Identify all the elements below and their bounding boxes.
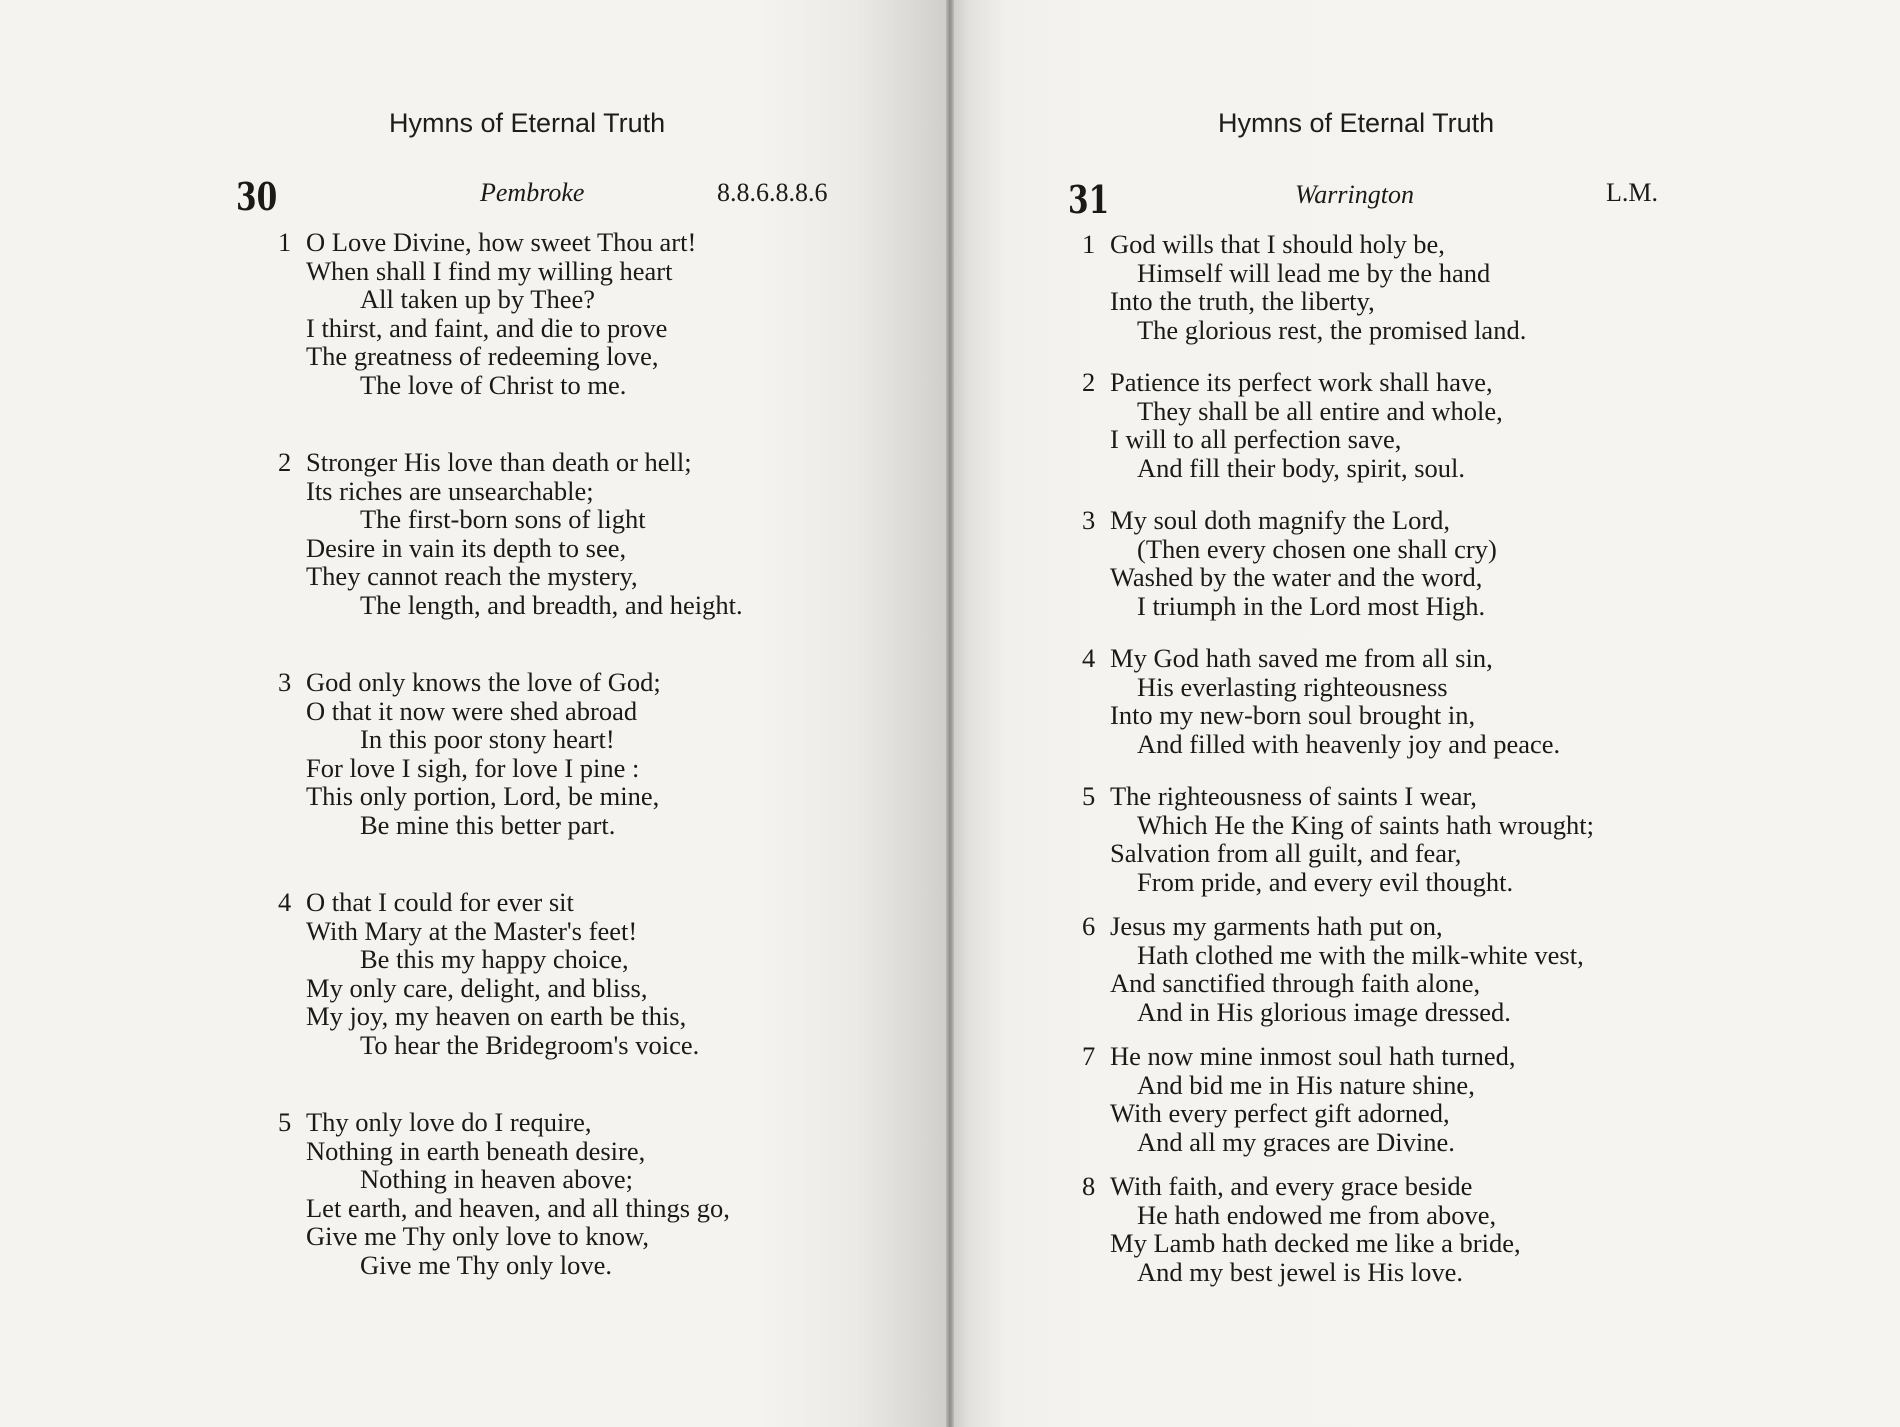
right-page bbox=[950, 0, 1900, 1427]
verse-line: Stronger His love than death or hell; bbox=[306, 447, 692, 477]
hymn-number: 30 bbox=[236, 174, 278, 219]
verse-line: The first-born sons of light bbox=[360, 504, 646, 534]
verse bbox=[1082, 1042, 1594, 1156]
verse-number: 5 bbox=[1082, 781, 1096, 811]
verse-number: 1 bbox=[278, 227, 292, 257]
verse-line: This only portion, Lord, be mine, bbox=[306, 781, 660, 811]
verse bbox=[278, 1108, 743, 1279]
verse-line: For love I sigh, for love I pine : bbox=[306, 752, 640, 783]
verse-line: Into the truth, the liberty, bbox=[1110, 286, 1375, 316]
verse-line: With faith, and every grace beside bbox=[1110, 1171, 1473, 1201]
verse bbox=[278, 228, 743, 399]
verse-line: Jesus my garments hath put on, bbox=[1110, 911, 1443, 941]
verse-number: 4 bbox=[278, 887, 292, 917]
running-head: Hymns of Eternal Truth bbox=[389, 108, 666, 138]
tune-name: Warrington bbox=[1295, 180, 1414, 209]
verse-line: And all my graces are Divine. bbox=[1137, 1126, 1455, 1157]
verse-line: I will to all perfection save, bbox=[1110, 424, 1402, 454]
verse-number: 7 bbox=[1082, 1041, 1096, 1071]
verse bbox=[278, 888, 743, 1059]
verse-line: And my best jewel is His love. bbox=[1137, 1256, 1464, 1287]
verse-line: Nothing in earth beneath desire, bbox=[306, 1135, 646, 1166]
verse bbox=[1082, 912, 1594, 1026]
meter: 8.8.6.8.8.6 bbox=[717, 178, 828, 207]
verse-line: His everlasting righteousness bbox=[1137, 671, 1448, 702]
verse-number: 6 bbox=[1082, 911, 1096, 941]
verse-line: Which He the King of saints hath wrought; bbox=[1137, 809, 1595, 840]
verse-line: The length, and breadth, and height. bbox=[360, 589, 743, 620]
verse-line: The glorious rest, the promised land. bbox=[1137, 314, 1527, 345]
verse-line: From pride, and every evil thought. bbox=[1137, 866, 1514, 897]
verse-number: 8 bbox=[1082, 1171, 1096, 1201]
verse-line: Salvation from all guilt, and fear, bbox=[1110, 838, 1462, 868]
running-head: Hymns of Eternal Truth bbox=[1218, 108, 1495, 138]
verse-line: My joy, my heaven on earth be this, bbox=[306, 1001, 687, 1031]
verse-line: My God hath saved me from all sin, bbox=[1110, 643, 1493, 673]
verse bbox=[1082, 1172, 1594, 1286]
verse-line: And filled with heavenly joy and peace. bbox=[1137, 728, 1561, 759]
verse-line: They cannot reach the mystery, bbox=[306, 561, 638, 591]
book-gutter bbox=[946, 0, 954, 1427]
verse-line: Hath clothed me with the milk-white vest, bbox=[1137, 939, 1584, 970]
verse bbox=[1082, 230, 1594, 344]
verse-line: Desire in vain its depth to see, bbox=[306, 532, 627, 563]
verse-line: All taken up by Thee? bbox=[360, 284, 595, 314]
verse-line: My Lamb hath decked me like a bride, bbox=[1110, 1228, 1521, 1258]
verse-line: He now mine inmost soul hath turned, bbox=[1110, 1041, 1516, 1071]
verse-line: Patience its perfect work shall have, bbox=[1110, 367, 1493, 397]
verses bbox=[1082, 230, 1594, 1302]
verse-line: With every perfect gift adorned, bbox=[1110, 1098, 1450, 1128]
verse-number: 3 bbox=[1082, 505, 1096, 535]
verse-number: 2 bbox=[1082, 367, 1096, 397]
verse-number: 2 bbox=[278, 447, 292, 477]
verse-line: Into my new-born soul brought in, bbox=[1110, 700, 1476, 730]
verse-number: 1 bbox=[1082, 229, 1096, 259]
verse-line: Washed by the water and the word, bbox=[1110, 562, 1483, 592]
verse-line: I thirst, and faint, and die to prove bbox=[306, 312, 668, 343]
verse-line: And bid me in His nature shine, bbox=[1137, 1069, 1475, 1100]
verse-line: The righteousness of saints I wear, bbox=[1110, 781, 1477, 811]
verse-line: God wills that I should holy be, bbox=[1110, 229, 1445, 259]
verse-line: O that I could for ever sit bbox=[306, 887, 574, 917]
verse-number: 5 bbox=[278, 1107, 292, 1137]
verse-line: Its riches are unsearchable; bbox=[306, 475, 594, 506]
verse-line: And fill their body, spirit, soul. bbox=[1137, 452, 1466, 483]
verse-line: My soul doth magnify the Lord, bbox=[1110, 505, 1451, 535]
verse-line: Give me Thy only love to know, bbox=[306, 1221, 649, 1251]
verse bbox=[1082, 506, 1594, 620]
verse-line: O Love Divine, how sweet Thou art! bbox=[306, 227, 697, 257]
tune-name: Pembroke bbox=[480, 178, 585, 207]
verse-line: Give me Thy only love. bbox=[360, 1249, 612, 1280]
verse-line: And sanctified through faith alone, bbox=[1110, 968, 1481, 998]
verse-number: 4 bbox=[1082, 643, 1096, 673]
verse-line: In this poor stony heart! bbox=[360, 724, 615, 754]
verse-line: Let earth, and heaven, and all things go, bbox=[306, 1192, 730, 1223]
verse-line: God only knows the love of God; bbox=[306, 667, 661, 697]
verse-line: When shall I find my willing heart bbox=[306, 255, 673, 286]
verse-line: They shall be all entire and whole, bbox=[1137, 395, 1503, 426]
verse bbox=[1082, 782, 1594, 896]
verse-line: O that it now were shed abroad bbox=[306, 695, 638, 726]
verse-line: Be mine this better part. bbox=[360, 809, 616, 840]
verse bbox=[278, 668, 743, 839]
verse-line: Himself will lead me by the hand bbox=[1137, 257, 1491, 288]
verse-line: To hear the Bridegroom's voice. bbox=[360, 1029, 700, 1060]
meter: L.M. bbox=[1606, 178, 1658, 207]
verse-line: Nothing in heaven above; bbox=[360, 1164, 634, 1194]
verse-line: I triumph in the Lord most High. bbox=[1137, 590, 1486, 621]
verses bbox=[278, 228, 743, 1328]
hymn-number: 31 bbox=[1068, 177, 1110, 222]
verse-number: 3 bbox=[278, 667, 292, 697]
verse-line: My only care, delight, and bliss, bbox=[306, 972, 648, 1003]
verse-line: Be this my happy choice, bbox=[360, 944, 629, 974]
verse bbox=[1082, 368, 1594, 482]
verse-line: And in His glorious image dressed. bbox=[1137, 996, 1511, 1027]
verse-line: With Mary at the Master's feet! bbox=[306, 915, 638, 946]
verse-line: The greatness of redeeming love, bbox=[306, 341, 659, 371]
verse-line: Thy only love do I require, bbox=[306, 1107, 592, 1137]
verse bbox=[278, 448, 743, 619]
verse-line: He hath endowed me from above, bbox=[1137, 1199, 1497, 1230]
verse bbox=[1082, 644, 1594, 758]
verse-line: (Then every chosen one shall cry) bbox=[1137, 533, 1497, 564]
verse-line: The love of Christ to me. bbox=[360, 369, 627, 400]
